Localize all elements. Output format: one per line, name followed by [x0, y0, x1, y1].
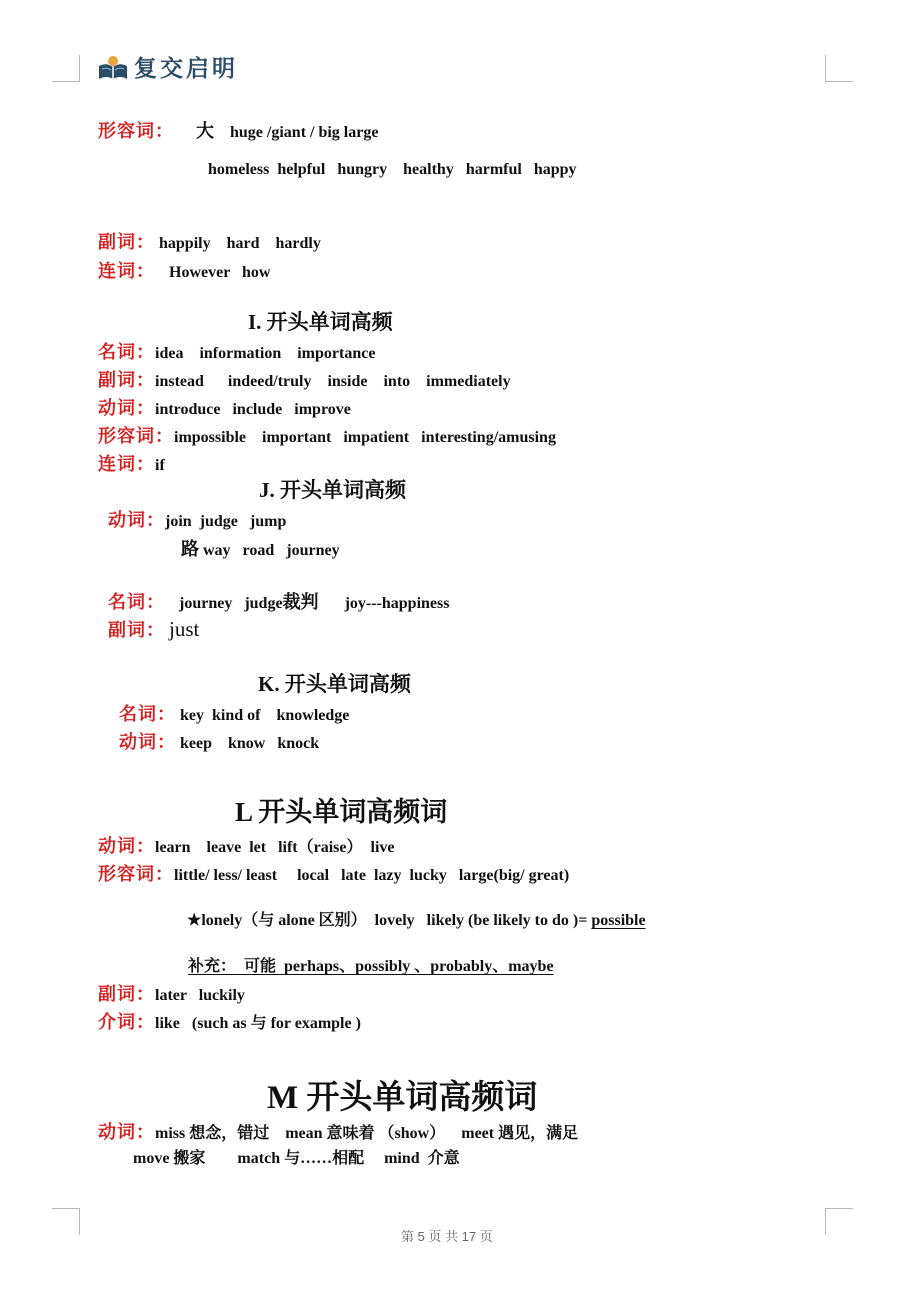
road-words: way road journey	[203, 542, 340, 559]
section-i-row-verb	[98, 394, 351, 420]
preposition-label: 介词：	[98, 1012, 155, 1032]
section-j-row-noun	[108, 588, 449, 614]
section-l-row-verb	[98, 832, 395, 858]
noun-words: journey judge	[179, 595, 283, 612]
verb-label: 动词：	[108, 510, 165, 530]
conjunction-words: However how	[169, 264, 271, 281]
crop-mark-top-left	[52, 55, 80, 82]
adverb-words: happily hard hardly	[159, 235, 321, 252]
section-k-row-noun	[119, 700, 349, 726]
verb-label: 动词：	[98, 836, 155, 856]
page-number: 第 5 页 共 17 页	[401, 1229, 493, 1244]
section-j-row-road	[181, 535, 340, 561]
verb-label: 动词：	[98, 1122, 155, 1142]
conjunction-words: if	[155, 457, 165, 474]
chinese-word-big: 大	[196, 121, 214, 142]
crop-mark-bottom-left	[52, 1208, 80, 1235]
section-k-heading: K. 开头单词高频	[258, 672, 411, 696]
section-j-row-adverb	[108, 616, 199, 642]
verb-words: miss 想念，错过 mean 意味着 （show） meet 遇见，满足	[155, 1125, 579, 1142]
noun-words: idea information importance	[155, 345, 376, 362]
adjective-words: huge /giant / big large	[230, 124, 379, 141]
section-l-supplement: 补充： 可能 perhaps、possibly 、probably、maybe	[188, 958, 554, 975]
section-i-heading: I. 开头单词高频	[248, 310, 393, 334]
adverb-row	[98, 228, 321, 254]
crop-mark-top-right	[825, 55, 853, 82]
section-m-row-verb-2: move 搬家 match 与……相配 mind 介意	[133, 1150, 460, 1167]
adjective-label: 形容词：	[98, 864, 174, 884]
logo-text: 复交启明	[134, 56, 238, 81]
section-j-heading: J. 开头单词高频	[259, 478, 406, 502]
section-j-row-verb	[108, 506, 286, 532]
adjective-label: 形容词：	[98, 426, 174, 446]
noun-label: 名词：	[108, 592, 165, 612]
section-i-row-adverb	[98, 366, 511, 392]
section-m-row-verb	[98, 1118, 578, 1144]
adverb-label: 副词：	[98, 984, 155, 1004]
section-l-heading: L 开头单词高频词	[235, 797, 448, 827]
conjunction-label: 连词：	[98, 454, 155, 474]
section-l-row-lonely	[187, 907, 646, 930]
noun-words-2: joy---happiness	[344, 595, 450, 612]
crop-mark-bottom-right	[825, 1208, 853, 1235]
verb-words: introduce include improve	[155, 401, 351, 418]
lonely-note: ★lonely（与 alone 区别） lovely likely (be likely to do )=	[187, 912, 588, 929]
adverb-label: 副词：	[108, 620, 165, 640]
verb-label: 动词：	[98, 398, 155, 418]
adjective-words-h: homeless helpful hungry healthy harmful happy	[208, 161, 577, 178]
verb-words: learn leave let lift（raise） live	[155, 839, 395, 856]
conjunction-label: 连词：	[98, 261, 155, 281]
header-logo	[96, 50, 238, 83]
adverb-words: later luckily	[155, 987, 245, 1004]
adverb-words: just	[169, 617, 200, 641]
possible-underlined: possible	[591, 912, 646, 929]
adjective-label: 形容词：	[98, 121, 174, 141]
adverb-label: 副词：	[98, 232, 155, 252]
section-i-row-noun	[98, 338, 375, 364]
verb-words: keep know knock	[180, 735, 320, 752]
adverb-label: 副词：	[98, 370, 155, 390]
preposition-words: like (such as 与 for example )	[155, 1015, 361, 1032]
section-m-heading: M 开头单词高频词	[267, 1080, 538, 1116]
chinese-word-big: 路	[181, 539, 199, 560]
section-l-row-preposition	[98, 1008, 361, 1034]
section-l-row-adjective	[98, 860, 569, 886]
section-k-row-verb	[119, 728, 319, 754]
conjunction-row	[98, 257, 270, 283]
section-i-row-conjunction	[98, 450, 165, 476]
adjective-words: impossible important impatient interesting/amusing	[174, 429, 556, 446]
book-logo-icon	[96, 52, 130, 82]
noun-label: 名词：	[98, 342, 155, 362]
noun-label: 名词：	[119, 704, 176, 724]
noun-words: key kind of knowledge	[180, 707, 350, 724]
section-i-row-adjective	[98, 422, 556, 448]
adverb-words: instead indeed/truly inside into immediately	[155, 373, 511, 390]
verb-words: join judge jump	[165, 513, 287, 530]
adjective-words: little/ less/ least local late lazy lucky large(big/ great)	[174, 867, 570, 884]
chinese-word-big: 裁判	[282, 592, 319, 613]
verb-label: 动词：	[119, 732, 176, 752]
section-l-row-adverb	[98, 980, 245, 1006]
adjective-row-1	[98, 117, 378, 143]
